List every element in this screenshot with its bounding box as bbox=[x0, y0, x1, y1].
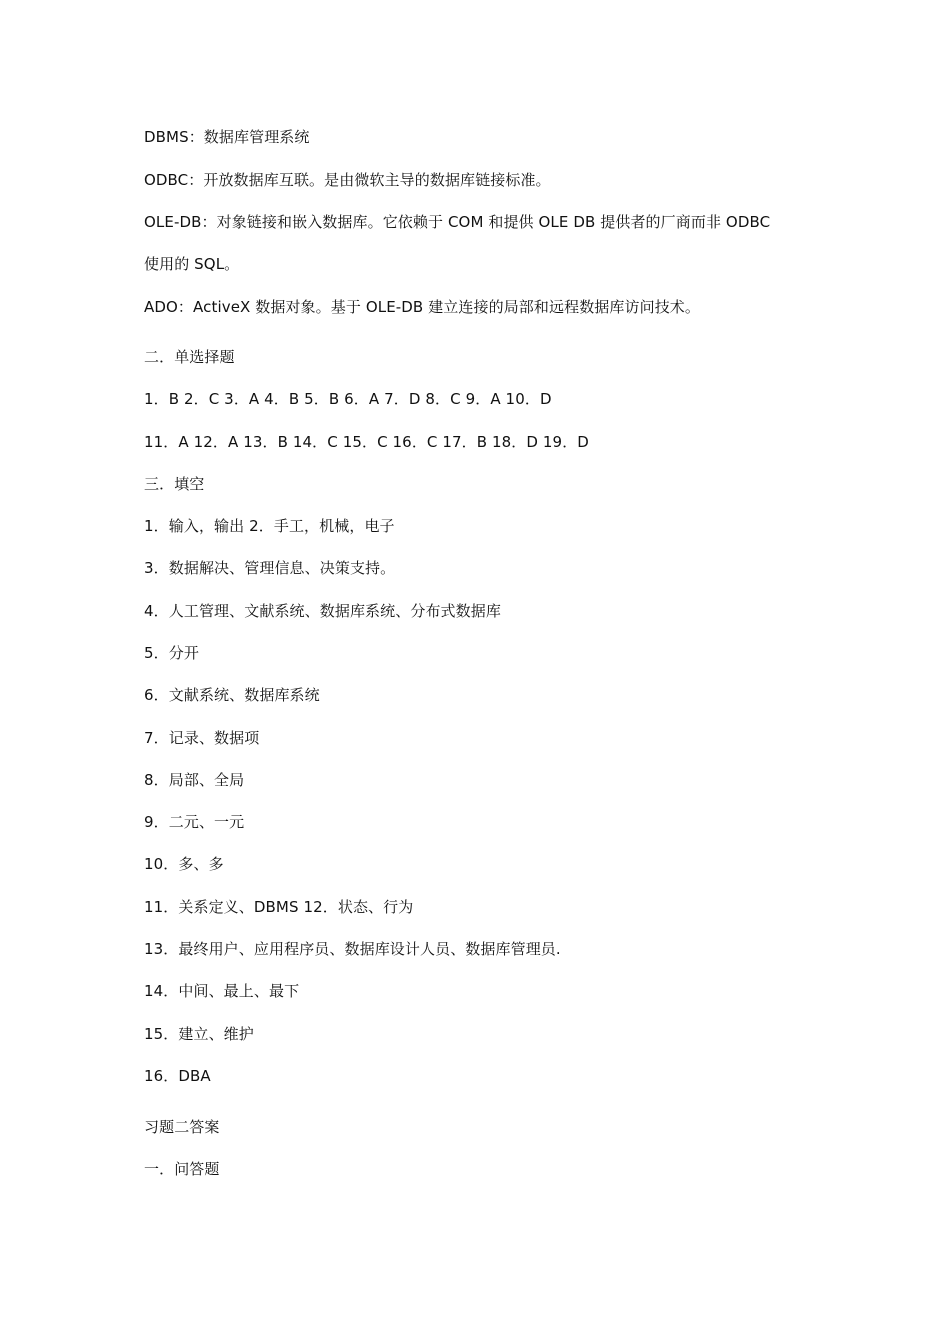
definition-odbc: ODBC：开放数据库互联。是由微软主导的数据库链接标准。 bbox=[144, 171, 551, 189]
definition-oledb-continued: 使用的 SQL。 bbox=[144, 255, 240, 273]
fill-blank-answer: 11．关系定义、DBMS 12．状态、行为 bbox=[144, 898, 414, 916]
section-heading-fill-blank: 三．填空 bbox=[144, 475, 205, 493]
exercise-two-heading: 习题二答案 bbox=[144, 1118, 220, 1136]
fill-blank-answer: 14．中间、最上、最下 bbox=[144, 982, 300, 1000]
fill-blank-answer: 8．局部、全局 bbox=[144, 771, 245, 789]
exercise-two-subheading: 一．问答题 bbox=[144, 1160, 220, 1178]
single-choice-answers-line: 11．A 12．A 13．B 14．C 15．C 16．C 17．B 18．D 19．D bbox=[144, 433, 589, 451]
definition-dbms: DBMS：数据库管理系统 bbox=[144, 128, 310, 146]
fill-blank-answer: 15．建立、维护 bbox=[144, 1025, 254, 1043]
fill-blank-answer: 1．输入，输出 2．手工，机械，电子 bbox=[144, 517, 395, 535]
fill-blank-answer: 10．多、多 bbox=[144, 855, 224, 873]
fill-blank-answer: 13．最终用户、应用程序员、数据库设计人员、数据库管理员. bbox=[144, 940, 561, 958]
section-heading-single-choice: 二．单选择题 bbox=[144, 348, 235, 366]
definition-oledb: OLE-DB：对象链接和嵌入数据库。它依赖于 COM 和提供 OLE DB 提供者的厂商而非 ODBC bbox=[144, 213, 771, 231]
fill-blank-answer: 6．文献系统、数据库系统 bbox=[144, 686, 320, 704]
definition-ado: ADO：ActiveX 数据对象。基于 OLE-DB 建立连接的局部和远程数据库访问技术。 bbox=[144, 298, 700, 316]
single-choice-answers-line: 1．B 2．C 3．A 4．B 5．B 6．A 7．D 8．C 9．A 10．D bbox=[144, 390, 552, 408]
fill-blank-answer: 9．二元、一元 bbox=[144, 813, 245, 831]
fill-blank-answer: 5．分开 bbox=[144, 644, 199, 662]
fill-blank-answer: 16．DBA bbox=[144, 1067, 211, 1085]
fill-blank-answer: 7．记录、数据项 bbox=[144, 729, 260, 747]
fill-blank-answer: 4．人工管理、文献系统、数据库系统、分布式数据库 bbox=[144, 602, 501, 620]
fill-blank-answer: 3．数据解决、管理信息、决策支持。 bbox=[144, 559, 396, 577]
